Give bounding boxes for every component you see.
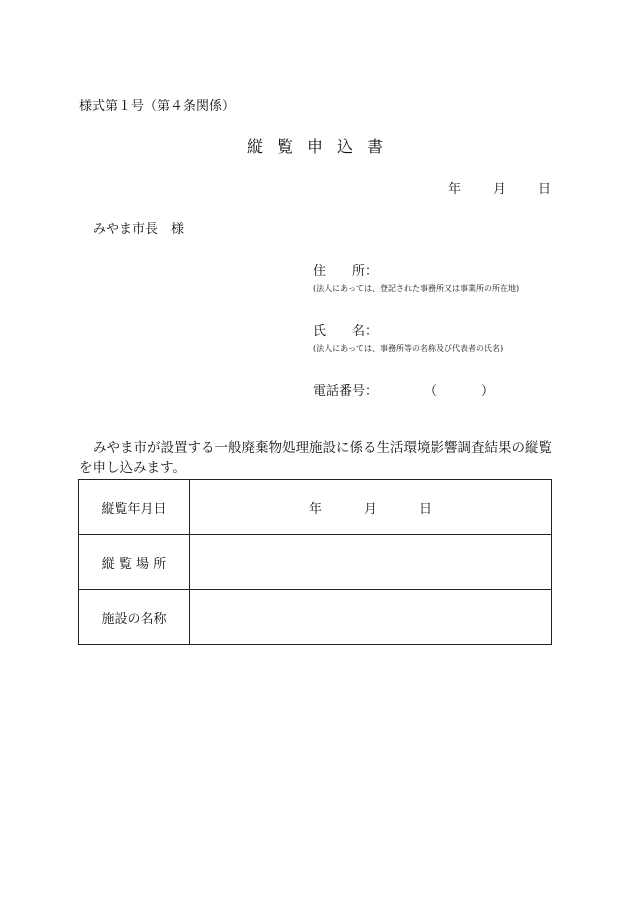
addressee: みやま市長 様 [93, 222, 185, 237]
name-note: (法人にあっては、事務所等の名称及び代表者の氏名) [313, 344, 504, 353]
table-month-label: 月 [363, 501, 377, 517]
address-note: (法人にあっては、登記された事務所又は事業所の所在地) [313, 284, 520, 293]
name-label: 氏 名： [313, 324, 379, 339]
inspection-date-label: 縦覧年月日 [79, 480, 190, 535]
form-number: 様式第１号（第４条関係） [79, 99, 236, 114]
address-label: 住 所： [313, 264, 379, 279]
date-month-label: 月 [492, 182, 506, 197]
inspection-date-value[interactable] [190, 480, 552, 535]
facility-name-value[interactable] [190, 590, 552, 645]
document-title: 縦覧申込書 [246, 137, 397, 156]
phone-close-paren: ） [481, 384, 495, 399]
table-day-label: 日 [419, 501, 433, 517]
table-row [79, 590, 552, 645]
table-row [79, 535, 552, 590]
application-statement: みやま市が設置する一般廃棄物処理施設に係る生活環境影響調査結果の縦覧を申し込みます。 [79, 440, 552, 476]
submission-date [448, 178, 551, 197]
inspection-place-label: 縦 覧 場 所 [79, 535, 190, 590]
date-day-label: 日 [537, 182, 551, 197]
application-table [78, 479, 552, 645]
date-year-label: 年 [447, 182, 461, 197]
phone-label: 電話番号： [313, 384, 379, 399]
phone-open-paren: （ [424, 384, 438, 399]
facility-name-label: 施設の名称 [79, 590, 190, 645]
table-year-label: 年 [308, 501, 322, 517]
inspection-place-value[interactable] [190, 535, 552, 590]
table-row [79, 480, 552, 535]
